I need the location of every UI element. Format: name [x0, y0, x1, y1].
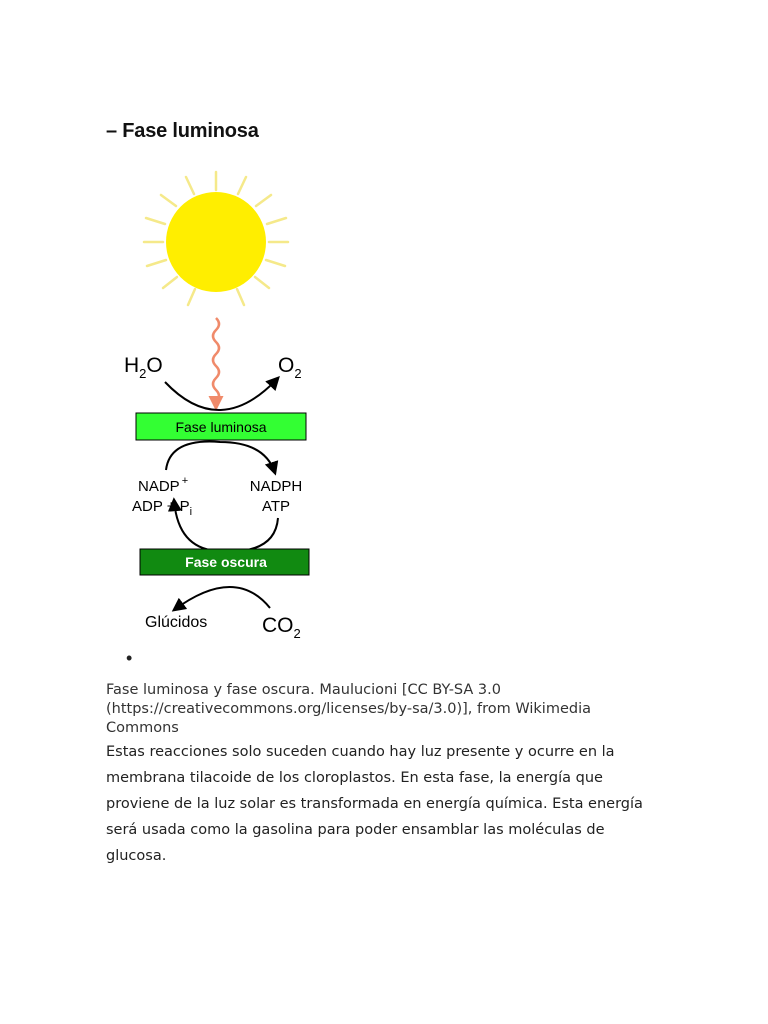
adp-label: ADP + $P_i$ [132, 498, 193, 518]
upper-cycle-arrow [166, 442, 275, 473]
sun-icon [166, 192, 266, 292]
photosynthesis-diagram [110, 160, 330, 650]
section-heading: – Fase luminosa [106, 120, 259, 142]
co2-label: $CO_2$ [262, 614, 301, 641]
atp-label: ATP [261, 498, 291, 515]
list-bullet: • [126, 648, 133, 668]
o2-label: $O_2$ [278, 354, 302, 381]
light-wave [213, 318, 219, 408]
h2o-label: $H_2O$ [124, 354, 163, 381]
body-paragraph: Estas reacciones solo suceden cuando hay luz presente y ocurre en la membrana tilacoide de los cloroplastos. En esta fase, la energía que proviene de la luz solar es transformada en energía química. Esta energía será usada como la gasolina para poder ensamblar las moléculas de glucosa. [106, 744, 643, 864]
glucidos-label: Glúcidos [145, 614, 208, 631]
nadp-label: NADP + [138, 475, 189, 495]
fase-luminosa-label: Fase luminosa [175, 419, 267, 435]
water-oxygen-arrow [165, 378, 278, 410]
image-caption: Fase luminosa y fase oscura. Maulucioni [CC BY-SA 3.0 (https://creativecommons.org/licenses/by-sa/3.0)], from Wikimedia Commons [106, 682, 591, 736]
carbon-glucose-arrow [174, 587, 270, 610]
fase-oscura-label: Fase oscura [185, 554, 267, 570]
nadph-label: NADPH [249, 478, 303, 495]
